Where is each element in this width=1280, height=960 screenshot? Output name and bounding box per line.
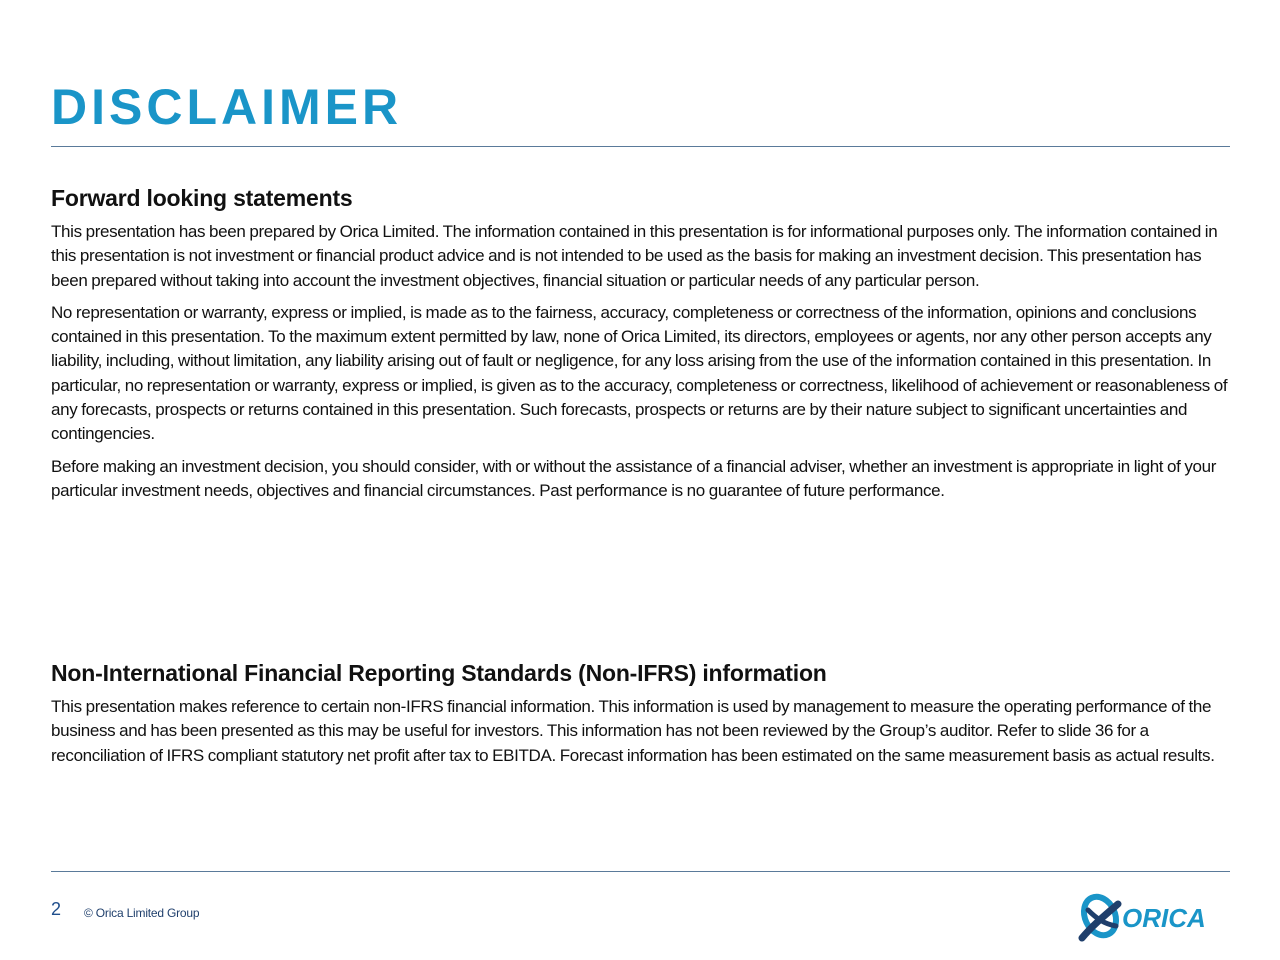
paragraph-no-representation: No representation or warranty, express or implied, is made as to the fairness, accuracy, completeness or correctness of the information, opinions and conclusions contained in this presentation. To the maximum extent permitted by law, none of Orica Limited, its directors, employees or agents, nor any other person accepts any liability, including, without limitation, any liability arising out of fault or negligence, for any loss arising from the use of the information contained in this presentation. In particular, no representation or warranty, express or implied, is given as to the accuracy, completeness or correctness, likelihood of achievement or reasonableness of any forecasts, prospects or returns contained in this presentation. Such forecasts, prospects or returns are by their nature subject to significant uncertainties and contingencies. [51,302,1228,444]
paragraph-purpose: This presentation has been prepared by Orica Limited. The information contained in this presentation is for informational purposes only. The information contained in this presentation is not investment or financial product advice and is not intended to be used as the basis for making an investment decision. This presentation has been prepared without taking into account the investment objectives, financial situation or particular needs of any particular person. [51,222,1218,290]
footer-divider [51,871,1230,872]
orica-swirl-icon [1078,892,1122,941]
paragraph-investment-decision: Before making an investment decision, you should consider, with or without the assistance of a financial adviser, whether an investment is appropriate in light of your particular investment needs, objectives and financial circumstances. Past performance is no guarantee of future performance. [51,456,1217,500]
page-title: DISCLAIMER [51,79,403,135]
non-ifrs-section [51,657,1231,776]
paragraph-non-ifrs: This presentation makes reference to certain non-IFRS financial information. This information is used by management to measure the operating performance of the business and has been presented as this may be useful for investors. This information has not been reviewed by the Group’s auditor. Refer to slide 36 for a reconciliation of IFRS compliant statutory net profit after tax to EBITDA. Forecast information has been estimated on the same measurement basis as actual results. [51,697,1215,765]
forward-looking-section [51,182,1231,511]
title-divider [51,146,1230,147]
orica-logo [1078,890,1233,944]
copyright-text: © Orica Limited Group [84,906,200,920]
section-heading-forward-looking: Forward looking statements [51,185,353,211]
section-heading-non-ifrs: Non-International Financial Reporting Standards (Non-IFRS) information [51,660,827,686]
page-number: 2 [51,899,62,919]
orica-wordmark: ORICA [1122,903,1206,933]
